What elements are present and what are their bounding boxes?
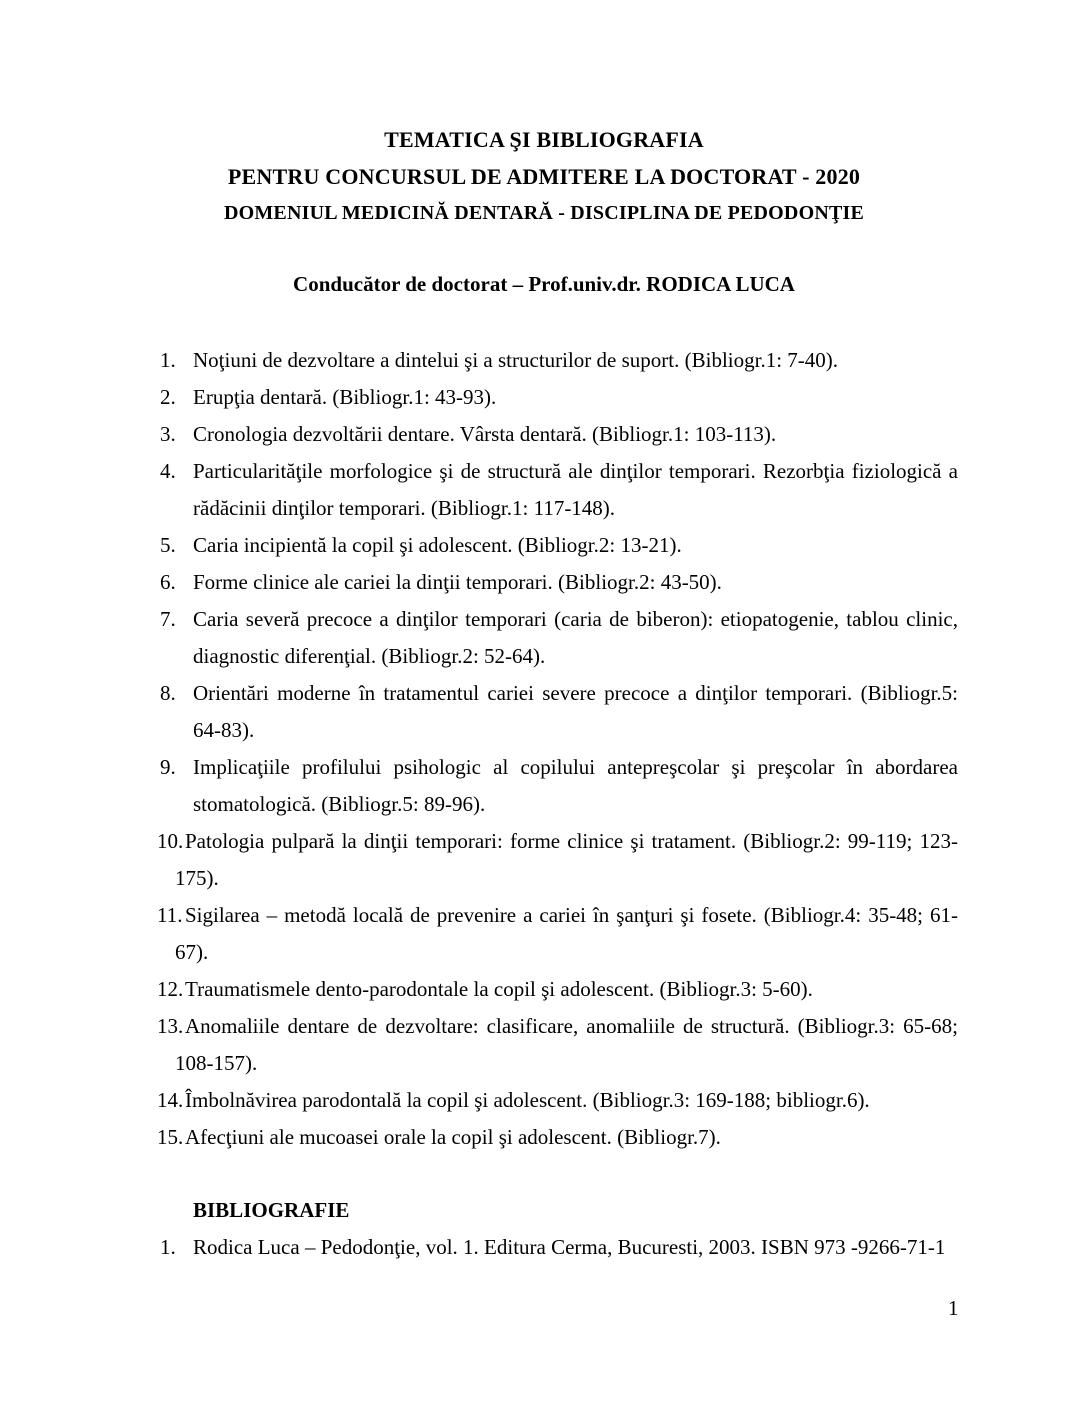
topic-item: [157, 971, 958, 1008]
topic-item: [160, 749, 958, 823]
topic-text: Afecţiuni ale mucoasei orale la copil şi adolescent. (Bibliogr.7).: [185, 1125, 721, 1149]
topic-text: Implicaţiile profilului psihologic al copilului antepreşcolar şi preşcolar în abordarea stomatologică. (Bibliogr.5: 89-96).: [193, 755, 958, 816]
topic-item: [160, 342, 958, 379]
topic-number: 6.: [160, 570, 176, 594]
topic-item: [160, 453, 958, 527]
topic-text: Noţiuni de dezvoltare a dintelui şi a structurilor de suport. (Bibliogr.1: 7-40).: [193, 348, 839, 372]
topic-item: [157, 823, 958, 897]
topic-item: [160, 527, 958, 564]
advisor-subtitle: Conducător de doctorat – Prof.univ.dr. RODICA LUCA: [293, 272, 795, 296]
bibliography-heading: BIBLIOGRAFIE: [193, 1198, 350, 1222]
topic-number: 4.: [160, 459, 176, 483]
topic-text: Caria severă precoce a dinţilor temporari (caria de biberon): etiopatogenie, tablou clinic, diagnostic diferenţial. (Bibliogr.2: 52-64).: [193, 607, 958, 668]
topic-number: 8.: [160, 681, 176, 705]
document-header: [0, 0, 1088, 232]
topic-number: 11.: [157, 903, 183, 927]
topic-number: 1.: [160, 348, 176, 372]
topic-text: Particularităţile morfologice şi de structură ale dinţilor temporari. Rezorbţia fiziologică a rădăcinii dinţilor temporari. (Bibliogr.1: 117-148).: [193, 459, 958, 520]
topic-number: 7.: [160, 607, 176, 631]
topic-number: 5.: [160, 533, 176, 557]
topic-text: Erupţia dentară. (Bibliogr.1: 43-93).: [193, 385, 497, 409]
topic-text: Caria incipientă la copil şi adolescent. (Bibliogr.2: 13-21).: [193, 533, 682, 557]
topic-text: Orientări moderne în tratamentul cariei severe precoce a dinţilor temporari. (Bibliogr.5: 64-83).: [193, 681, 958, 742]
topic-text: Cronologia dezvoltării dentare. Vârsta dentară. (Bibliogr.1: 103-113).: [193, 422, 777, 446]
title-line-1: TEMATICA ŞI BIBLIOGRAFIA: [384, 127, 704, 152]
topic-text: Anomaliile dentare de dezvoltare: clasificare, anomaliile de structură. (Bibliogr.3: 65-68; 108-157).: [175, 1014, 958, 1075]
topic-item: [157, 897, 958, 971]
topic-item: [160, 564, 958, 601]
bibliography-entry-text: Rodica Luca – Pedodonţie, vol. 1. Editura Cerma, Bucuresti, 2003. ISBN 973 -9266-71-1: [193, 1235, 946, 1259]
topic-number: 2.: [160, 385, 176, 409]
topic-number: 3.: [160, 422, 176, 446]
topic-item: [157, 1082, 958, 1119]
title-line-2: PENTRU CONCURSUL DE ADMITERE LA DOCTORAT - 2020: [227, 164, 861, 189]
topic-number: 10.: [157, 829, 184, 853]
topic-item: [160, 416, 958, 453]
topics-list: [157, 342, 958, 1156]
topic-number: 14.: [157, 1088, 184, 1112]
topic-item: [160, 379, 958, 416]
topic-number: 15.: [157, 1125, 184, 1149]
topic-item: [157, 1008, 958, 1082]
page-number: 1: [948, 1296, 959, 1320]
bibliography-entry: [160, 1229, 958, 1266]
topic-item: [157, 1119, 958, 1156]
topic-text: Patologia pulpară la dinţii temporari: forme clinice şi tratament. (Bibliogr.2: 99-119; 123-175).: [175, 829, 958, 890]
topic-number: 9.: [160, 755, 176, 779]
topic-number: 13.: [157, 1014, 184, 1038]
title-line-3: DOMENIUL MEDICINĂ DENTARĂ - DISCIPLINA DE PEDODONŢIE: [223, 202, 865, 224]
topic-item: [160, 601, 958, 675]
bibliography-entry-number: 1.: [160, 1235, 176, 1259]
topic-text: Îmbolnăvirea parodontală la copil şi adolescent. (Bibliogr.3: 169-188; bibliogr.6).: [185, 1088, 870, 1112]
topic-text: Forme clinice ale cariei la dinţii temporari. (Bibliogr.2: 43-50).: [193, 570, 722, 594]
topic-text: Traumatismele dento-parodontale la copil şi adolescent. (Bibliogr.3: 5-60).: [185, 977, 813, 1001]
topic-text: Sigilarea – metodă locală de prevenire a cariei în şanţuri şi fosete. (Bibliogr.4: 35-48; 61-67).: [175, 903, 958, 964]
bibliography-section: [160, 1192, 958, 1266]
topic-item: [160, 675, 958, 749]
topic-number: 12.: [157, 977, 184, 1001]
